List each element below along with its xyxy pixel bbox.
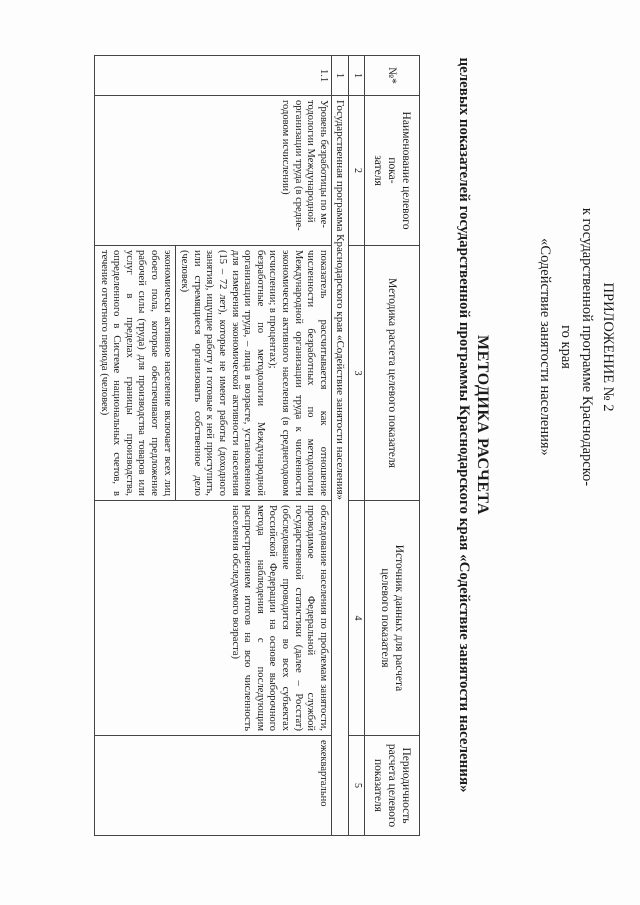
method-text: показатель рассчитывается как отношение численности безработных по методологии Международной организации труда к численности экономически активного населения (в среднегодовом исчислении; в процентах); безработные по методологии Международной организации труда, – лица в возрасте, установленном для измерения экономической активности населения (15 – 72 лет), которые не имеют работы (доходного занятия), ищущие работу и готовые к ней приступить, или стремящиеся организовать собственное дело (человек) xyxy=(175,246,331,501)
program-row xyxy=(331,56,349,836)
appendix-line-program-name: «Содействие занятости населения» xyxy=(537,238,553,456)
column-number: 5 xyxy=(349,736,365,836)
appendix-header xyxy=(534,167,618,527)
document-title xyxy=(454,30,492,820)
column-number: 3 xyxy=(349,246,365,501)
header-number: №* xyxy=(365,56,420,96)
column-number: 2 xyxy=(349,96,365,246)
header-data-source: Источник данных для расчета целевого показателя xyxy=(365,501,420,736)
data-source-text: обследование населения по проблемам занятости, проводимое Федеральной службой государственной статистики (далее – Росстат) (обследование проводится во всех субъектах Российской Федерации на основе выборочного метода наблюдения с последующим распространением итогов на всю численность населения обследуемого возраста) xyxy=(95,501,332,736)
column-number-row xyxy=(349,56,365,836)
program-number: 1 xyxy=(331,56,349,96)
table-header-row xyxy=(365,56,420,836)
program-title: Государственная программа Краснодарского края «Содействие занятости населения» xyxy=(331,96,349,836)
header-indicator-name: Наименование целевого пока- зателя xyxy=(365,96,420,246)
appendix-line-program: к государственной программе Краснодарско- xyxy=(579,207,595,487)
appendix-number: ПРИЛОЖЕНИЕ № 2 xyxy=(600,282,616,412)
appendix-line-region: го края xyxy=(558,325,574,369)
column-number: 4 xyxy=(349,501,365,736)
title-subtitle: целевых показателей государственной программы Краснодарского края «Содействие занятости населения» xyxy=(456,57,472,793)
row-number: 1.1 xyxy=(95,56,332,96)
header-periodicity: Периодичность расчета целевого показателя xyxy=(365,736,420,836)
periodicity-text: ежеквартально xyxy=(95,736,332,836)
header-method: Методика расчета целевого показателя xyxy=(365,246,420,501)
column-number: 1 xyxy=(349,56,365,96)
title-main: МЕТОДИКА РАСЧЕТА xyxy=(474,335,491,515)
table-row xyxy=(175,56,331,836)
method-text-continued: экономически активное население включает всех лиц обоего пола, которые обеспечивают предложение рабочей силы (труда) для производства товаров или услуг в пределах границы производства, определенного в Системе национальных счетов, в течение отчетного периода (человек) xyxy=(95,246,176,501)
indicator-name: Уровень безработицы по ме- тодологии Международной организации труда (в средне- годовом исчислении) xyxy=(95,96,332,246)
indicators-table xyxy=(94,55,420,836)
